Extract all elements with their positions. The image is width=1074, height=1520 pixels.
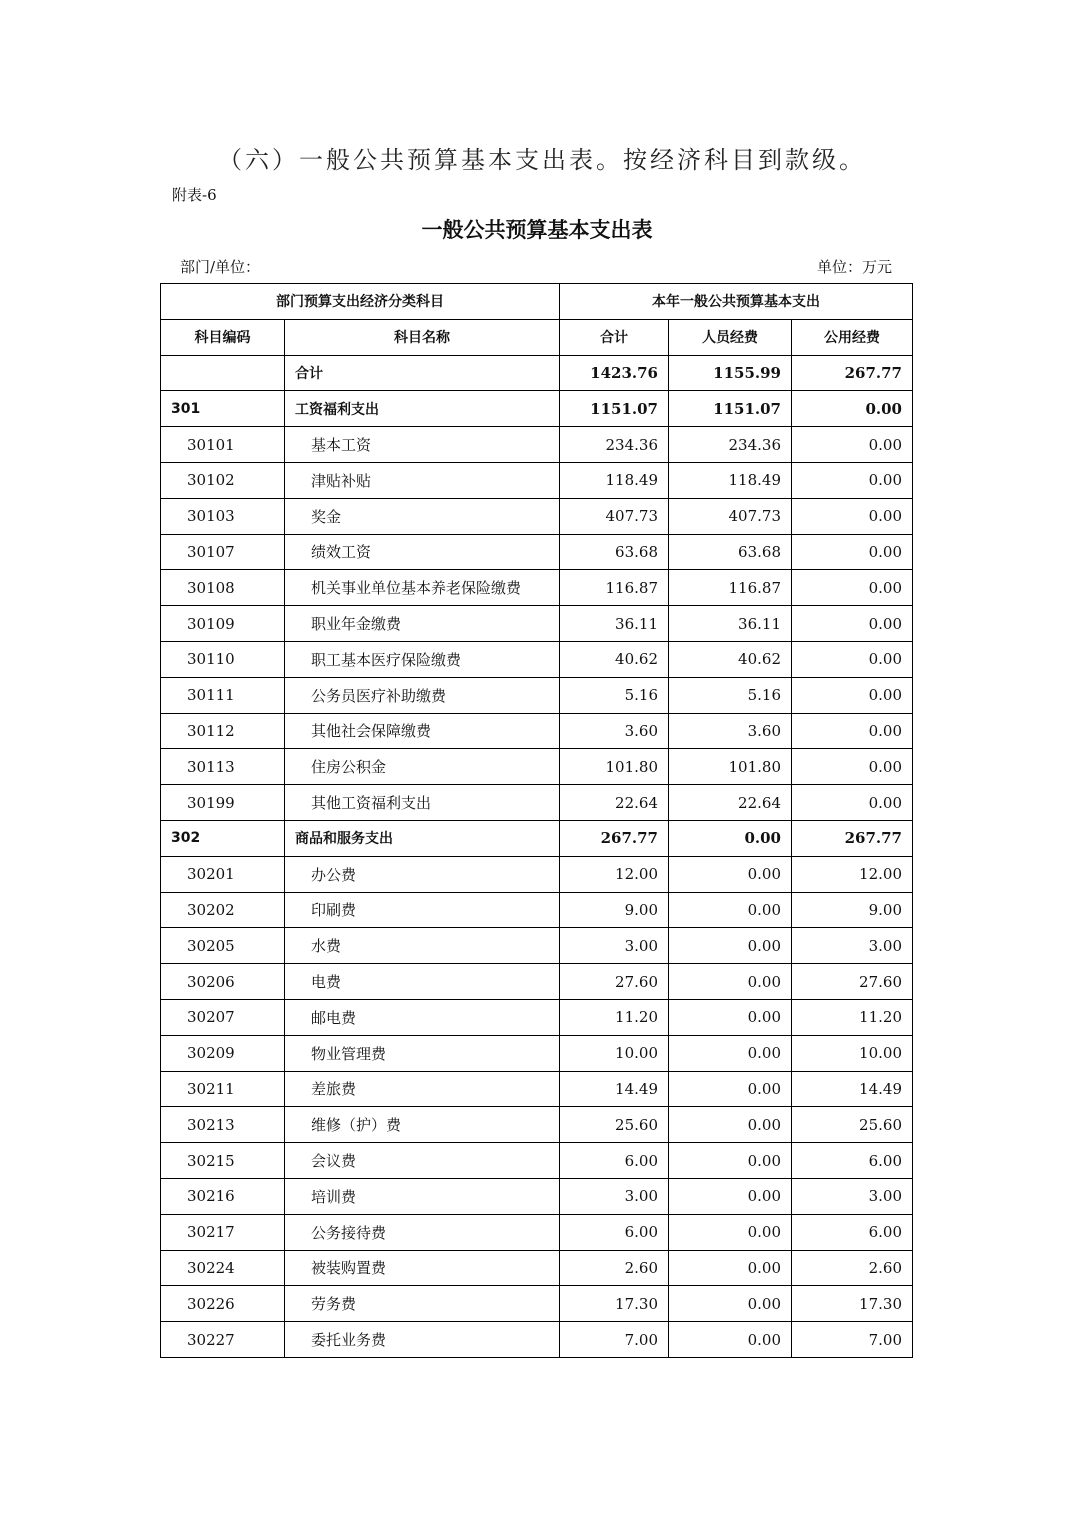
- cell-public: 10.00: [792, 1035, 913, 1071]
- cell-name: 津贴补贴: [285, 462, 560, 498]
- cell-public: 0.00: [792, 606, 913, 642]
- cell-personnel: 0.00: [669, 1035, 792, 1071]
- cell-name: 职业年金缴费: [285, 606, 560, 642]
- cell-public: 3.00: [792, 1178, 913, 1214]
- cell-public: 11.20: [792, 999, 913, 1035]
- cell-name: 其他社会保障缴费: [285, 713, 560, 749]
- cell-total: 407.73: [560, 498, 669, 534]
- cell-code: 30205: [161, 928, 285, 964]
- header-group-classification: 部门预算支出经济分类科目: [161, 284, 560, 320]
- cell-name: 培训费: [285, 1178, 560, 1214]
- cell-name: 水费: [285, 928, 560, 964]
- cell-total: 118.49: [560, 462, 669, 498]
- cell-personnel: 0.00: [669, 1178, 792, 1214]
- cell-total: 7.00: [560, 1322, 669, 1358]
- cell-public: 0.00: [792, 785, 913, 821]
- cell-code: 30101: [161, 427, 285, 463]
- header-public: 公用经费: [792, 319, 913, 355]
- table-row: [161, 677, 913, 713]
- cell-public: 0.00: [792, 427, 913, 463]
- cell-personnel: 40.62: [669, 641, 792, 677]
- cell-name: 会议费: [285, 1143, 560, 1179]
- cell-personnel: 118.49: [669, 462, 792, 498]
- unit-label: 单位：万元: [816, 258, 892, 276]
- cell-public: 0.00: [792, 570, 913, 606]
- cell-public: 0.00: [792, 677, 913, 713]
- cell-personnel: 5.16: [669, 677, 792, 713]
- cell-personnel: 0.00: [669, 1071, 792, 1107]
- cell-total: 22.64: [560, 785, 669, 821]
- cell-personnel: 0.00: [669, 1107, 792, 1143]
- cell-personnel: 3.60: [669, 713, 792, 749]
- cell-total: 63.68: [560, 534, 669, 570]
- cell-total: 36.11: [560, 606, 669, 642]
- cell-total: 3.60: [560, 713, 669, 749]
- table-row: [161, 534, 913, 570]
- cell-personnel: 0.00: [669, 1143, 792, 1179]
- cell-total: 3.00: [560, 1178, 669, 1214]
- cell-code: 30112: [161, 713, 285, 749]
- table-row: [161, 1143, 913, 1179]
- cell-name: 商品和服务支出: [285, 820, 560, 856]
- cell-public: 17.30: [792, 1286, 913, 1322]
- cell-public: 6.00: [792, 1143, 913, 1179]
- cell-public: 0.00: [792, 462, 913, 498]
- cell-code: 30216: [161, 1178, 285, 1214]
- cell-name: 办公费: [285, 856, 560, 892]
- header-group-row: [161, 284, 913, 320]
- header-personnel: 人员经费: [669, 319, 792, 355]
- cell-personnel: 22.64: [669, 785, 792, 821]
- cell-code: 30209: [161, 1035, 285, 1071]
- cell-code: 30107: [161, 534, 285, 570]
- cell-name: 公务接待费: [285, 1214, 560, 1250]
- cell-name: 机关事业单位基本养老保险缴费: [285, 570, 560, 606]
- table-title: 一般公共预算基本支出表: [421, 218, 653, 242]
- table-row: [161, 606, 913, 642]
- cell-total: 6.00: [560, 1143, 669, 1179]
- cell-name: 绩效工资: [285, 534, 560, 570]
- header-group-expenditure: 本年一般公共预算基本支出: [560, 284, 913, 320]
- cell-code: 30102: [161, 462, 285, 498]
- cell-name: 劳务费: [285, 1286, 560, 1322]
- cell-name: 被装购置费: [285, 1250, 560, 1286]
- header-total: 合计: [560, 319, 669, 355]
- cell-personnel: 0.00: [669, 928, 792, 964]
- cell-name: 维修（护）费: [285, 1107, 560, 1143]
- cell-total: 5.16: [560, 677, 669, 713]
- cell-public: 25.60: [792, 1107, 913, 1143]
- cell-total: 267.77: [560, 820, 669, 856]
- header-name: 科目名称: [285, 319, 560, 355]
- cell-public: 2.60: [792, 1250, 913, 1286]
- cell-name: 差旅费: [285, 1071, 560, 1107]
- cell-personnel: 0.00: [669, 1322, 792, 1358]
- cell-total: 1151.07: [560, 391, 669, 427]
- cell-name: 公务员医疗补助缴费: [285, 677, 560, 713]
- cell-total: 101.80: [560, 749, 669, 785]
- cell-name: 电费: [285, 964, 560, 1000]
- cell-public: 0.00: [792, 498, 913, 534]
- cell-personnel: 36.11: [669, 606, 792, 642]
- table-row: [161, 785, 913, 821]
- cell-total: 116.87: [560, 570, 669, 606]
- table-row: [161, 1286, 913, 1322]
- cell-personnel: 0.00: [669, 1286, 792, 1322]
- table-row: [161, 856, 913, 892]
- cell-personnel: 0.00: [669, 964, 792, 1000]
- cell-total: 11.20: [560, 999, 669, 1035]
- cell-total: 10.00: [560, 1035, 669, 1071]
- cell-code: 30113: [161, 749, 285, 785]
- table-row: [161, 892, 913, 928]
- cell-total: 27.60: [560, 964, 669, 1000]
- cell-public: 3.00: [792, 928, 913, 964]
- table-row: [161, 713, 913, 749]
- cell-name: 奖金: [285, 498, 560, 534]
- cell-total: 234.36: [560, 427, 669, 463]
- cell-public: 0.00: [792, 391, 913, 427]
- cell-code: 30103: [161, 498, 285, 534]
- cell-name: 委托业务费: [285, 1322, 560, 1358]
- cell-personnel: 0.00: [669, 856, 792, 892]
- cell-public: 0.00: [792, 713, 913, 749]
- cell-code: 30199: [161, 785, 285, 821]
- table-row: [161, 1322, 913, 1358]
- cell-name: 物业管理费: [285, 1035, 560, 1071]
- header-code: 科目编码: [161, 319, 285, 355]
- cell-code: 30226: [161, 1286, 285, 1322]
- table-row: [161, 641, 913, 677]
- cell-total: 17.30: [560, 1286, 669, 1322]
- cell-personnel: 0.00: [669, 820, 792, 856]
- cell-code: 30213: [161, 1107, 285, 1143]
- cell-personnel: 0.00: [669, 1250, 792, 1286]
- cell-code: 30110: [161, 641, 285, 677]
- cell-personnel: 116.87: [669, 570, 792, 606]
- cell-total: 9.00: [560, 892, 669, 928]
- cell-public: 12.00: [792, 856, 913, 892]
- cell-name: 其他工资福利支出: [285, 785, 560, 821]
- cell-personnel: 63.68: [669, 534, 792, 570]
- cell-public: 267.77: [792, 355, 913, 391]
- table-row: [161, 964, 913, 1000]
- table-row: [161, 570, 913, 606]
- cell-name: 合计: [285, 355, 560, 391]
- cell-total: 40.62: [560, 641, 669, 677]
- cell-total: 3.00: [560, 928, 669, 964]
- cell-code: 30201: [161, 856, 285, 892]
- cell-code: 30207: [161, 999, 285, 1035]
- cell-name: 职工基本医疗保险缴费: [285, 641, 560, 677]
- table-row: [161, 1250, 913, 1286]
- cell-code: 30215: [161, 1143, 285, 1179]
- cell-code: 302: [161, 820, 285, 856]
- table-row: [161, 1214, 913, 1250]
- cell-total: 14.49: [560, 1071, 669, 1107]
- cell-code: 30108: [161, 570, 285, 606]
- table-row: [161, 462, 913, 498]
- cell-personnel: 1155.99: [669, 355, 792, 391]
- table-row: [161, 427, 913, 463]
- cell-total: 2.60: [560, 1250, 669, 1286]
- table-row: [161, 749, 913, 785]
- cell-total: 12.00: [560, 856, 669, 892]
- cell-personnel: 0.00: [669, 892, 792, 928]
- table-row: [161, 1071, 913, 1107]
- cell-public: 0.00: [792, 749, 913, 785]
- cell-code: 30109: [161, 606, 285, 642]
- cell-name: 基本工资: [285, 427, 560, 463]
- cell-code: 30206: [161, 964, 285, 1000]
- cell-personnel: 407.73: [669, 498, 792, 534]
- cell-personnel: 0.00: [669, 1214, 792, 1250]
- table-row: [161, 1178, 913, 1214]
- cell-total: 6.00: [560, 1214, 669, 1250]
- cell-personnel: 0.00: [669, 999, 792, 1035]
- department-label: 部门/单位：: [180, 258, 261, 276]
- table-row: [161, 928, 913, 964]
- cell-code: 30202: [161, 892, 285, 928]
- cell-public: 7.00: [792, 1322, 913, 1358]
- cell-total: 25.60: [560, 1107, 669, 1143]
- cell-personnel: 101.80: [669, 749, 792, 785]
- table-row: [161, 999, 913, 1035]
- cell-name: 邮电费: [285, 999, 560, 1035]
- cell-public: 6.00: [792, 1214, 913, 1250]
- header-column-row: [161, 319, 913, 355]
- cell-total: 1423.76: [560, 355, 669, 391]
- table-row: [161, 820, 913, 856]
- cell-name: 住房公积金: [285, 749, 560, 785]
- table-row: [161, 1107, 913, 1143]
- cell-name: 印刷费: [285, 892, 560, 928]
- cell-code: [161, 355, 285, 391]
- cell-name: 工资福利支出: [285, 391, 560, 427]
- cell-public: 27.60: [792, 964, 913, 1000]
- cell-public: 9.00: [792, 892, 913, 928]
- table-row: [161, 391, 913, 427]
- cell-code: 30224: [161, 1250, 285, 1286]
- cell-public: 267.77: [792, 820, 913, 856]
- cell-code: 30217: [161, 1214, 285, 1250]
- appendix-label: 附表-6: [172, 186, 217, 204]
- cell-code: 301: [161, 391, 285, 427]
- table-row: [161, 355, 913, 391]
- cell-public: 14.49: [792, 1071, 913, 1107]
- cell-public: 0.00: [792, 641, 913, 677]
- cell-code: 30111: [161, 677, 285, 713]
- budget-table: [160, 283, 913, 1358]
- cell-public: 0.00: [792, 534, 913, 570]
- cell-personnel: 1151.07: [669, 391, 792, 427]
- cell-code: 30211: [161, 1071, 285, 1107]
- cell-personnel: 234.36: [669, 427, 792, 463]
- section-heading: （六）一般公共预算基本支出表。按经济科目到款级。: [218, 146, 866, 174]
- table-row: [161, 1035, 913, 1071]
- cell-code: 30227: [161, 1322, 285, 1358]
- table-row: [161, 498, 913, 534]
